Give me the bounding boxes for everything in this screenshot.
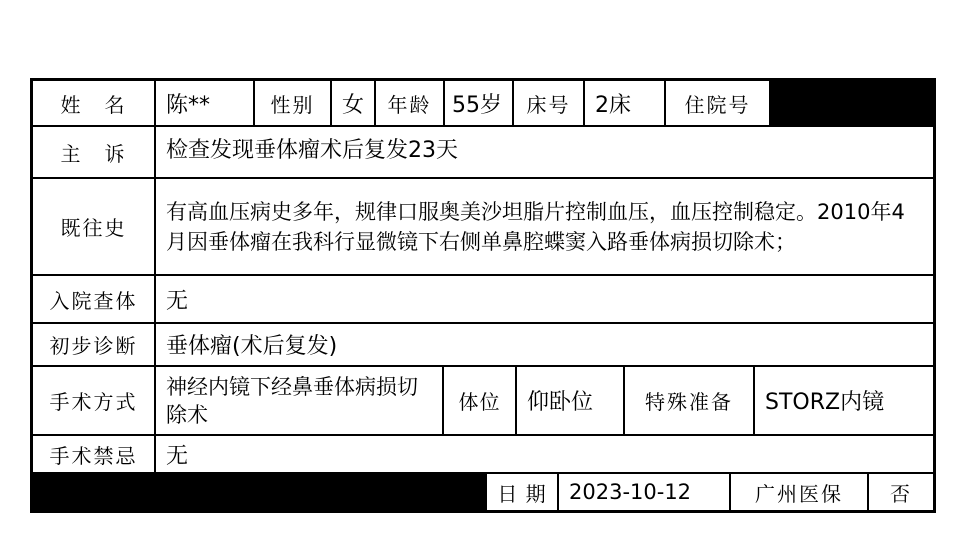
contraindication-row (33, 436, 933, 474)
surgery-method-label: 手术方式 (33, 367, 156, 434)
admission-exam-row (33, 276, 933, 324)
name-value: 陈** (156, 81, 255, 125)
date-label: 日 期 (487, 474, 559, 510)
admission-no-redacted-block (771, 81, 933, 125)
date-value: 2023-10-12 (559, 474, 731, 510)
surgery-row (33, 367, 933, 436)
insurance-label: 广州医保 (731, 474, 869, 510)
contraindication-value: 无 (166, 443, 189, 469)
name-label: 姓 名 (33, 81, 156, 125)
admission-exam-label: 入院查体 (33, 276, 156, 322)
chief-complaint-label: 主 诉 (33, 127, 156, 177)
special-prep-value: STORZ内镜 (765, 390, 885, 415)
contraindication-label: 手术禁忌 (33, 436, 156, 472)
position-label: 体位 (444, 367, 517, 434)
gender-value: 女 (332, 81, 376, 125)
age-label: 年龄 (376, 81, 445, 125)
surgery-method-value: 神经内镜下经鼻垂体病损切除术 (156, 367, 444, 434)
chief-complaint-value: 检查发现垂体瘤术后复发23天 (166, 138, 458, 163)
preliminary-diagnosis-label: 初步诊断 (33, 324, 156, 365)
footer-row (33, 474, 933, 510)
header-row (33, 81, 933, 127)
special-prep-label: 特殊准备 (625, 367, 755, 434)
admission-exam-value: 无 (166, 288, 189, 314)
patient-record-table (30, 78, 936, 513)
preliminary-diagnosis-value: 垂体瘤(术后复发) (166, 334, 338, 359)
past-history-value: 有高血压病史多年，规律口服奥美沙坦脂片控制血压，血压控制稳定。2010年4月因垂体瘤在我科行显微镜下右侧单鼻腔蝶窦入路垂体病损切除术； (166, 199, 905, 254)
bed-label: 床号 (514, 81, 585, 125)
footer-redacted-block (33, 474, 487, 510)
chief-complaint-row (33, 127, 933, 179)
age-value: 55岁 (445, 81, 514, 125)
position-value: 仰卧位 (517, 367, 625, 434)
preliminary-diagnosis-row (33, 324, 933, 367)
admission-no-label: 住院号 (666, 81, 771, 125)
gender-label: 性别 (255, 81, 332, 125)
insurance-value: 否 (890, 481, 912, 506)
past-history-label: 既往史 (33, 179, 156, 274)
past-history-row (33, 179, 933, 276)
past-history-value-cell (156, 179, 933, 274)
bed-value: 2床 (585, 81, 666, 125)
